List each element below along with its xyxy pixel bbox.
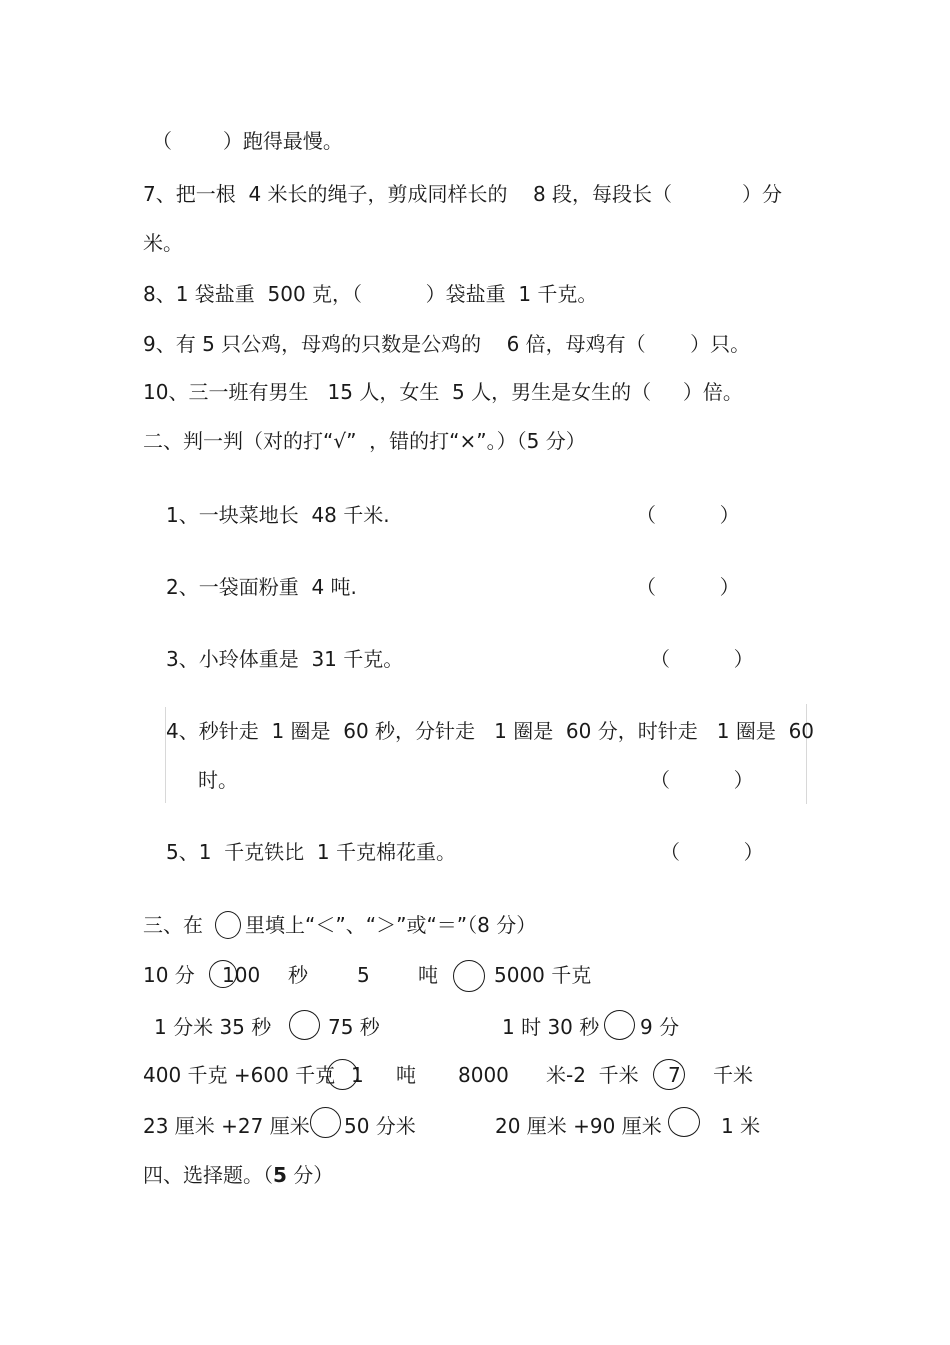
section-2-heading: 二、判一判（对的打“√” ，错的打“×”。）（5 分）: [143, 429, 586, 453]
question-8: 8、1 袋盐重 500 克，（ ）袋盐重 1 千克。: [143, 282, 598, 306]
judge-item-2-paren: （ ）: [636, 575, 740, 599]
r2-c: 1 时 30 秒: [502, 1015, 600, 1039]
r4-a: 23 厘米 +27 厘米: [143, 1114, 310, 1138]
compare-circle-4[interactable]: [604, 1010, 635, 1040]
r1-d: 5: [357, 963, 370, 987]
judge-item-1-paren: （ ）: [636, 503, 740, 527]
judge-item-4-paren: （ ）: [650, 768, 754, 792]
r1-a: 10 分: [143, 963, 195, 987]
r3-e: 米-2 千米: [546, 1063, 639, 1087]
question-6-tail: （ ）跑得最慢。: [152, 129, 343, 153]
judge-item-5: 5、1 千克铁比 1 千克棉花重。: [166, 840, 456, 864]
question-7-line-1: 7、把一根 4 米长的绳子，剪成同样长的 8 段，每段长（ ）分: [143, 182, 782, 206]
compare-circle-icon: [215, 911, 241, 939]
compare-circle-2[interactable]: [453, 960, 485, 992]
question-10: 10、三一班有男生 15 人，女生 5 人，男生是女生的（ ）倍。: [143, 380, 743, 404]
r1-c: 秒: [288, 963, 308, 987]
section-3-heading-start: 三、在: [143, 913, 203, 937]
r3-c: 吨: [396, 1063, 416, 1087]
r1-e: 吨: [418, 963, 438, 987]
question-9: 9、有 5 只公鸡，母鸡的只数是公鸡的 6 倍，母鸡有（ ）只。: [143, 332, 751, 356]
judge-item-5-paren: （ ）: [660, 840, 764, 864]
judge-item-4-line-2: 时。: [198, 768, 238, 792]
r2-d: 9 分: [640, 1015, 680, 1039]
r3-g: 千米: [713, 1063, 753, 1087]
r4-c: 20 厘米 +90 厘米: [495, 1114, 662, 1138]
judge-item-1: 1、一块菜地长 48 千米.: [166, 503, 390, 527]
compare-circle-7[interactable]: [310, 1107, 341, 1138]
section-3-heading-end: 里填上“＜”、“＞”或“＝”（8 分）: [245, 913, 537, 937]
question-7-line-2: 米。: [143, 231, 183, 255]
judge-item-2: 2、一袋面粉重 4 吨.: [166, 575, 357, 599]
r4-b: 50 分米: [344, 1114, 416, 1138]
compare-circle-8[interactable]: [668, 1107, 700, 1137]
r3-f: 7: [668, 1063, 681, 1087]
r4-d: 1 米: [721, 1114, 761, 1138]
judge-item-3: 3、小玲体重是 31 千克。: [166, 647, 404, 671]
r1-b: 100: [222, 963, 261, 987]
r1-f: 5000 千克: [494, 963, 592, 987]
judge-item-3-paren: （ ）: [650, 647, 754, 671]
section-4-heading: 四、选择题。（5 分）: [143, 1163, 334, 1187]
compare-circle-3[interactable]: [289, 1010, 320, 1040]
r3-b: 1: [351, 1063, 364, 1087]
r2-b: 75 秒: [328, 1015, 380, 1039]
r3-a: 400 千克 +600 千克: [143, 1063, 336, 1087]
judge-item-4: 4、秒针走 1 圈是 60 秒，分针走 1 圈是 60 分，时针走 1 圈是 60: [166, 719, 815, 743]
r3-d: 8000: [458, 1063, 509, 1087]
r2-a: 1 分米 35 秒: [154, 1015, 272, 1039]
